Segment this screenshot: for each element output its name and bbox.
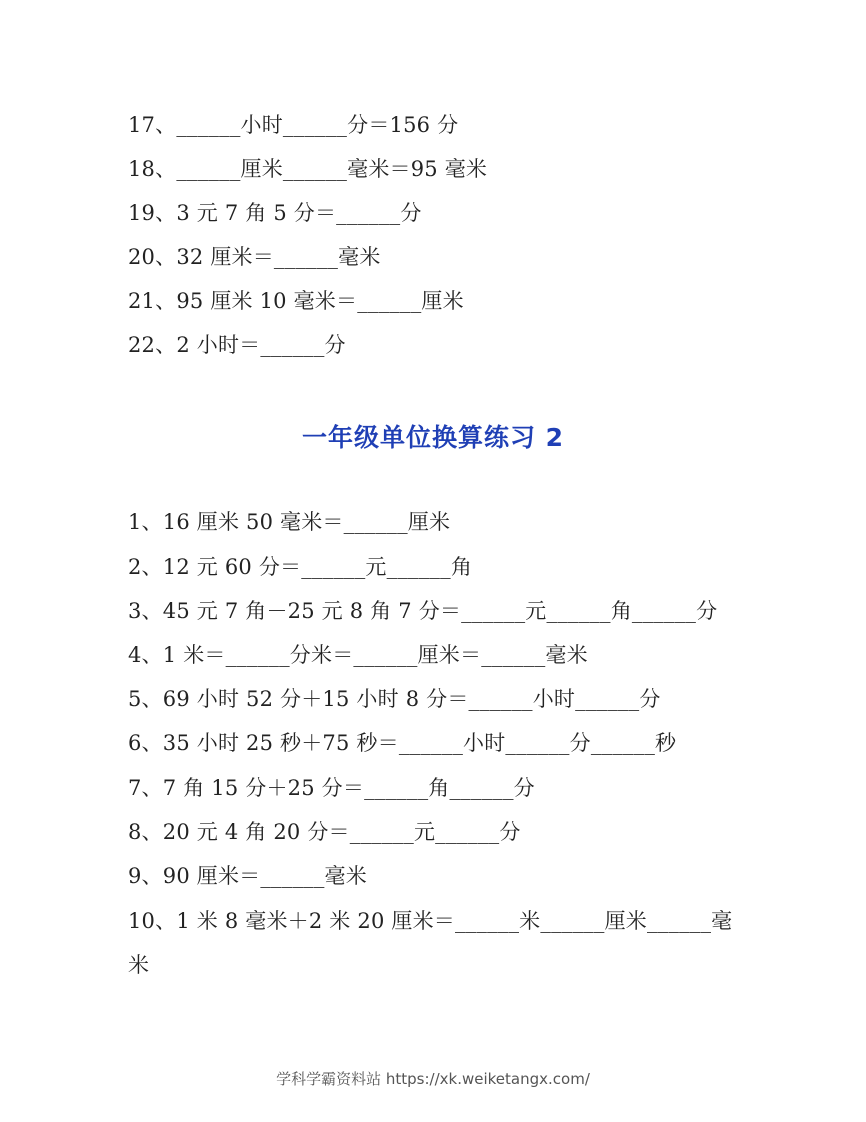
exercise-7: 7、7 角 15 分＋25 分＝______角______分 (128, 776, 535, 800)
exercise-9: 9、90 厘米＝______毫米 (128, 864, 367, 888)
exercise-1: 1、16 厘米 50 毫米＝______厘米 (128, 510, 451, 534)
question-19: 19、3 元 7 角 5 分＝______分 (128, 201, 422, 225)
exercise-5: 5、69 小时 52 分＋15 小时 8 分＝______小时______分 (128, 687, 661, 711)
question-20: 20、32 厘米＝______毫米 (128, 245, 381, 269)
exercise-3: 3、45 元 7 角－25 元 8 角 7 分＝______元______角______分 (128, 599, 718, 623)
footer-source: 学科学霸资料站 https://xk.weiketangx.com/ (276, 1070, 590, 1088)
question-18: 18、______厘米______毫米＝95 毫米 (128, 157, 488, 181)
question-21: 21、95 厘米 10 毫米＝______厘米 (128, 289, 464, 313)
exercise-6: 6、35 小时 25 秒＋75 秒＝______小时______分______秒 (128, 731, 677, 755)
exercise-10: 10、1 米 8 毫米＋2 米 20 厘米＝______米______厘米______毫 (128, 909, 733, 933)
section-title: 一年级单位换算练习 2 (301, 423, 565, 452)
exercise-8: 8、20 元 4 角 20 分＝______元______分 (128, 820, 521, 844)
question-22: 22、2 小时＝______分 (128, 333, 346, 357)
exercise-10-continued: 米 (128, 953, 150, 977)
exercise-4: 4、1 米＝______分米＝______厘米＝______毫米 (128, 643, 588, 667)
exercise-2: 2、12 元 60 分＝______元______角 (128, 555, 473, 579)
question-17: 17、______小时______分＝156 分 (128, 113, 459, 137)
